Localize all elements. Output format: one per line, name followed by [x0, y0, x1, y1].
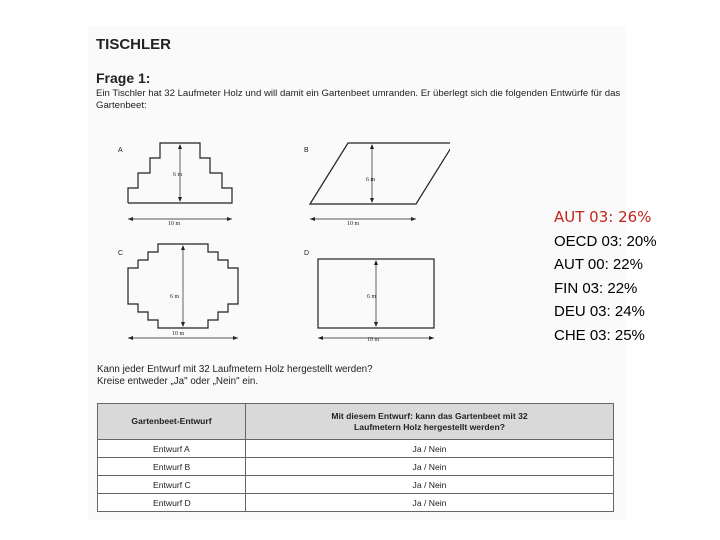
- diagram-b-arrow-bottom: [370, 198, 374, 203]
- diagram-c-arrow-top: [181, 245, 185, 250]
- diagram-b: [304, 143, 450, 227]
- diagram-d-letter: D: [304, 250, 310, 257]
- answer-table: [97, 403, 614, 512]
- header-question-line-1: Mit diesem Entwurf: kann das Gartenbeet mit 32: [331, 410, 528, 421]
- diagram-b-arrow-right: [411, 217, 416, 221]
- diagram-c-arrow-left: [128, 336, 133, 340]
- instruction-line-2: Kreise entweder „Ja" oder „Nein" ein.: [97, 376, 259, 387]
- diagram-c-arrow-bottom: [181, 322, 185, 327]
- instruction: [97, 364, 373, 388]
- stat-item: OECD 03: 20%: [554, 232, 657, 250]
- stat-item: AUT 00: 22%: [554, 256, 643, 273]
- result-stats: [554, 206, 657, 347]
- row-design: Entwurf B: [98, 458, 246, 476]
- diagram-b-height-label: 6 m: [366, 177, 376, 183]
- question-text: Ein Tischler hat 32 Laufmeter Holz und will damit ein Gartenbeet umranden. Er überlegt sich die folgenden Entwürfe für das Gartenbeet:: [96, 88, 621, 111]
- stat-item: DEU 03: 24%: [554, 303, 645, 320]
- diagram-b-shape: [310, 143, 450, 204]
- table-row: [98, 440, 614, 458]
- row-answer: Ja / Nein: [246, 476, 614, 494]
- header-design: Gartenbeet-Entwurf: [98, 404, 246, 440]
- diagram-d-arrow-bottom: [374, 322, 378, 327]
- header-question-line-2: Laufmetern Holz hergestellt werden?: [354, 421, 505, 432]
- row-design: Entwurf D: [98, 494, 246, 512]
- diagram-a-arrow-left: [128, 217, 133, 221]
- table-row: [98, 494, 614, 512]
- diagram-a-width-label: 10 m: [168, 221, 181, 227]
- diagram-c-width-label: 10 m: [172, 331, 185, 337]
- table-row: [98, 458, 614, 476]
- diagram-a-arrow-right: [227, 217, 232, 221]
- stat-highlight: AUT 03: 26%: [554, 208, 652, 226]
- row-answer: Ja / Nein: [246, 458, 614, 476]
- diagram-c-height-label: 6 m: [170, 294, 180, 300]
- diagram-d: [304, 250, 434, 343]
- row-answer: Ja / Nein: [246, 494, 614, 512]
- diagram-b-letter: B: [304, 147, 309, 154]
- diagram-c-arrow-right: [233, 336, 238, 340]
- diagram-b-arrow-top: [370, 144, 374, 149]
- diagram-c-letter: C: [118, 250, 124, 257]
- diagram-d-height-label: 6 m: [367, 294, 377, 300]
- diagram-d-arrow-right: [429, 336, 434, 340]
- answer-table-header: [98, 404, 614, 440]
- table-row: [98, 476, 614, 494]
- diagram-a-height-label: 6 m: [173, 172, 183, 178]
- diagram-d-arrow-left: [318, 336, 323, 340]
- garden-bed-diagrams: [110, 138, 450, 348]
- row-design: Entwurf A: [98, 440, 246, 458]
- worksheet-title: TISCHLER: [96, 36, 171, 53]
- diagram-b-width-label: 10 m: [347, 221, 360, 227]
- diagram-a-arrow-bottom: [178, 197, 182, 202]
- row-design: Entwurf C: [98, 476, 246, 494]
- diagram-a-letter: A: [118, 147, 123, 154]
- row-answer: Ja / Nein: [246, 440, 614, 458]
- diagram-a: [118, 143, 232, 227]
- diagram-d-width-label: 10 m: [367, 337, 380, 343]
- question-heading: Frage 1:: [96, 70, 151, 86]
- instruction-line-1: Kann jeder Entwurf mit 32 Laufmetern Holz hergestellt werden?: [97, 364, 373, 375]
- diagram-d-arrow-top: [374, 260, 378, 265]
- stat-item: FIN 03: 22%: [554, 279, 638, 297]
- diagram-a-arrow-top: [178, 144, 182, 149]
- header-question: [246, 404, 614, 440]
- diagram-b-arrow-left: [310, 217, 315, 221]
- stat-item: CHE 03: 25%: [554, 326, 645, 344]
- diagram-c: [118, 244, 238, 340]
